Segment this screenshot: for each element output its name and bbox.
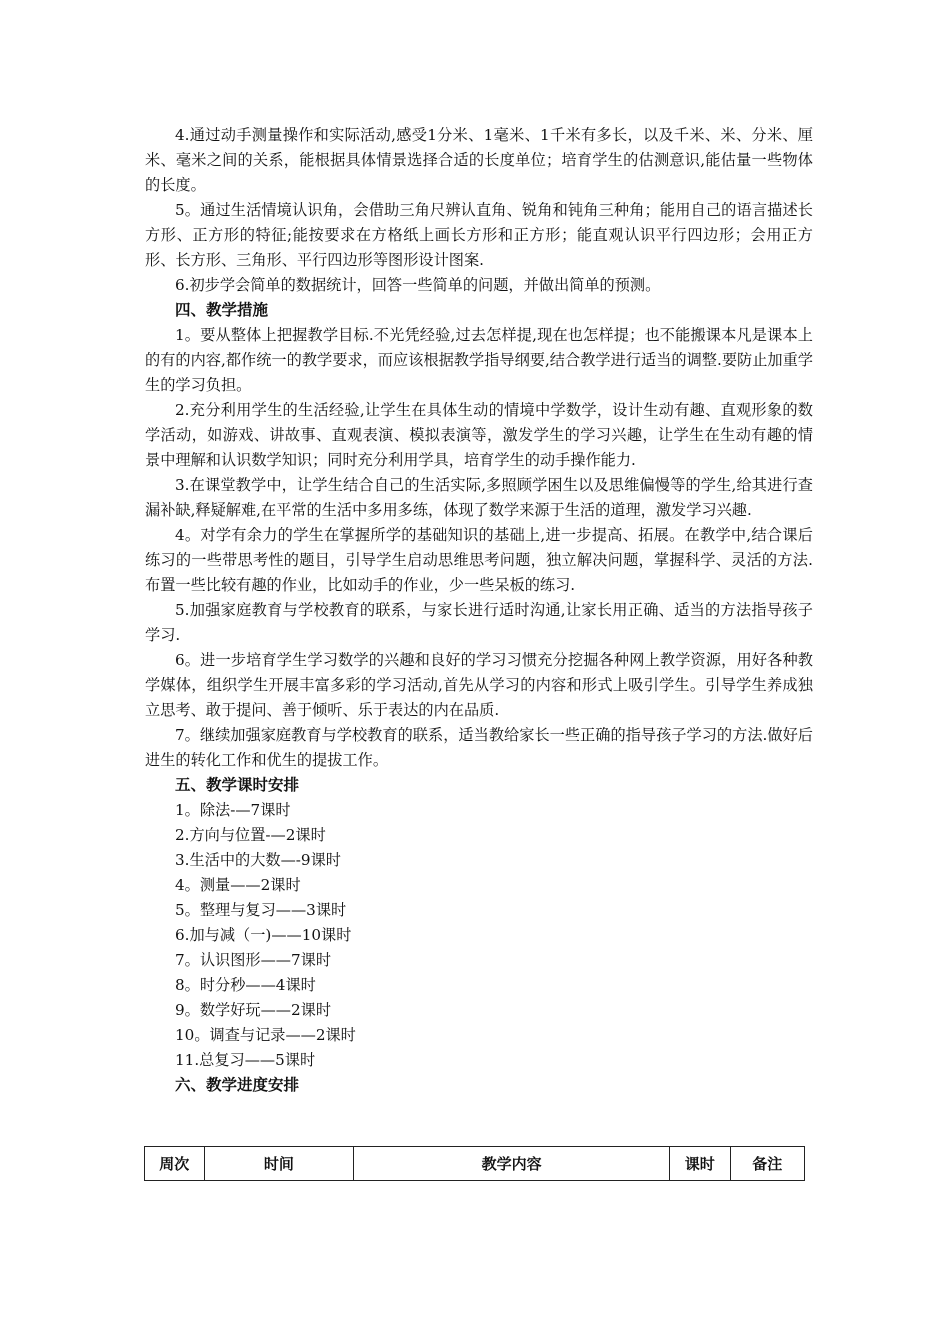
measure-paragraph-5: 5.加强家庭教育与学校教育的联系，与家长进行适时沟通,让家长用正确、适当的方法指导孩子学习. xyxy=(145,601,813,644)
lesson-hours-item: 11.总复习——5课时 xyxy=(175,1051,316,1069)
header-cell-time: 时间 xyxy=(204,1147,354,1181)
header-cell-notes: 备注 xyxy=(730,1147,804,1181)
lesson-hours-item: 1。除法-—7课时 xyxy=(175,801,291,819)
lesson-hours-item: 6.加与减（一)——10课时 xyxy=(175,926,352,944)
measure-paragraph-6: 6。进一步培育学生学习数学的兴趣和良好的学习习惯充分挖掘各种网上教学资源，用好各种教学媒体，组织学生开展丰富多彩的学习活动,首先从学习的内容和形式上吸引学生。引导学生养成独立思考、敢于提问、善于倾听、乐于表达的内在品质. xyxy=(145,651,813,719)
lesson-hours-item: 5。整理与复习——3课时 xyxy=(175,901,347,919)
lesson-hours-item: 2.方向与位置-—2课时 xyxy=(175,826,326,844)
measure-paragraph-1: 1。要从整体上把握教学目标.不光凭经验,过去怎样提,现在也怎样提；也不能搬课本凡是课本上的有的内容,都作统一的教学要求，而应该根据教学指导纲要,结合教学进行适当的调整.要防止加重学生的学习负担。 xyxy=(145,326,813,394)
section-heading-lesson-hours: 五、教学课时安排 xyxy=(175,776,300,794)
lesson-hours-item: 7。认识图形——7课时 xyxy=(175,951,332,969)
goal-paragraph-4: 4.通过动手测量操作和实际活动,感受1分米、1毫米、1千米有多长，以及千米、米、分米、厘米、毫米之间的关系，能根据具体情景选择合适的长度单位；培育学生的估测意识,能估量一些物体的长度。 xyxy=(145,126,813,194)
header-cell-week: 周次 xyxy=(145,1147,205,1181)
document-body xyxy=(145,123,813,1098)
header-cell-hours: 课时 xyxy=(670,1147,731,1181)
schedule-table-header-row xyxy=(145,1147,805,1181)
lesson-hours-item: 10。调查与记录——2课时 xyxy=(175,1026,356,1044)
section-heading-teaching-measures: 四、教学措施 xyxy=(175,301,269,319)
lesson-hours-item: 9。数学好玩——2课时 xyxy=(175,1001,332,1019)
lesson-hours-item: 3.生活中的大数—-9课时 xyxy=(175,851,341,869)
measure-paragraph-2: 2.充分利用学生的生活经验,让学生在具体生动的情境中学数学，设计生动有趣、直观形象的数学活动，如游戏、讲故事、直观表演、模拟表演等，激发学生的学习兴趣，让学生在生动有趣的情景中理解和认识数学知识；同时充分利用学具，培育学生的动手操作能力. xyxy=(145,401,813,469)
header-cell-content: 教学内容 xyxy=(354,1147,670,1181)
goal-paragraph-6: 6.初步学会简单的数据统计，回答一些简单的问题，并做出简单的预测。 xyxy=(175,276,661,294)
measure-paragraph-7: 7。继续加强家庭教育与学校教育的联系，适当教给家长一些正确的指导孩子学习的方法.做好后进生的转化工作和优生的提拔工作。 xyxy=(145,726,813,769)
lesson-hours-item: 4。测量——2课时 xyxy=(175,876,301,894)
lesson-hours-item: 8。时分秒——4课时 xyxy=(175,976,316,994)
measure-paragraph-4: 4。对学有余力的学生在掌握所学的基础知识的基础上,进一步提高、拓展。在教学中,结合课后练习的一些带思考性的题目，引导学生启动思维思考问题，独立解决问题，掌握科学、灵活的方法.布置一些比较有趣的作业，比如动手的作业，少一些呆板的练习. xyxy=(145,526,813,594)
section-heading-schedule: 六、教学进度安排 xyxy=(175,1076,300,1094)
goal-paragraph-5: 5。通过生活情境认识角，会借助三角尺辨认直角、锐角和钝角三种角；能用自己的语言描述长方形、正方形的特征;能按要求在方格纸上画长方形和正方形；能直观认识平行四边形；会用正方形、长方形、三角形、平行四边形等图形设计图案. xyxy=(145,201,813,269)
schedule-table xyxy=(144,1146,805,1181)
measure-paragraph-3: 3.在课堂教学中，让学生结合自己的生活实际,多照顾学困生以及思维偏慢等的学生,给其进行查漏补缺,释疑解难,在平常的生活中多用多练，体现了数学来源于生活的道理，激发学习兴趣. xyxy=(145,476,813,519)
